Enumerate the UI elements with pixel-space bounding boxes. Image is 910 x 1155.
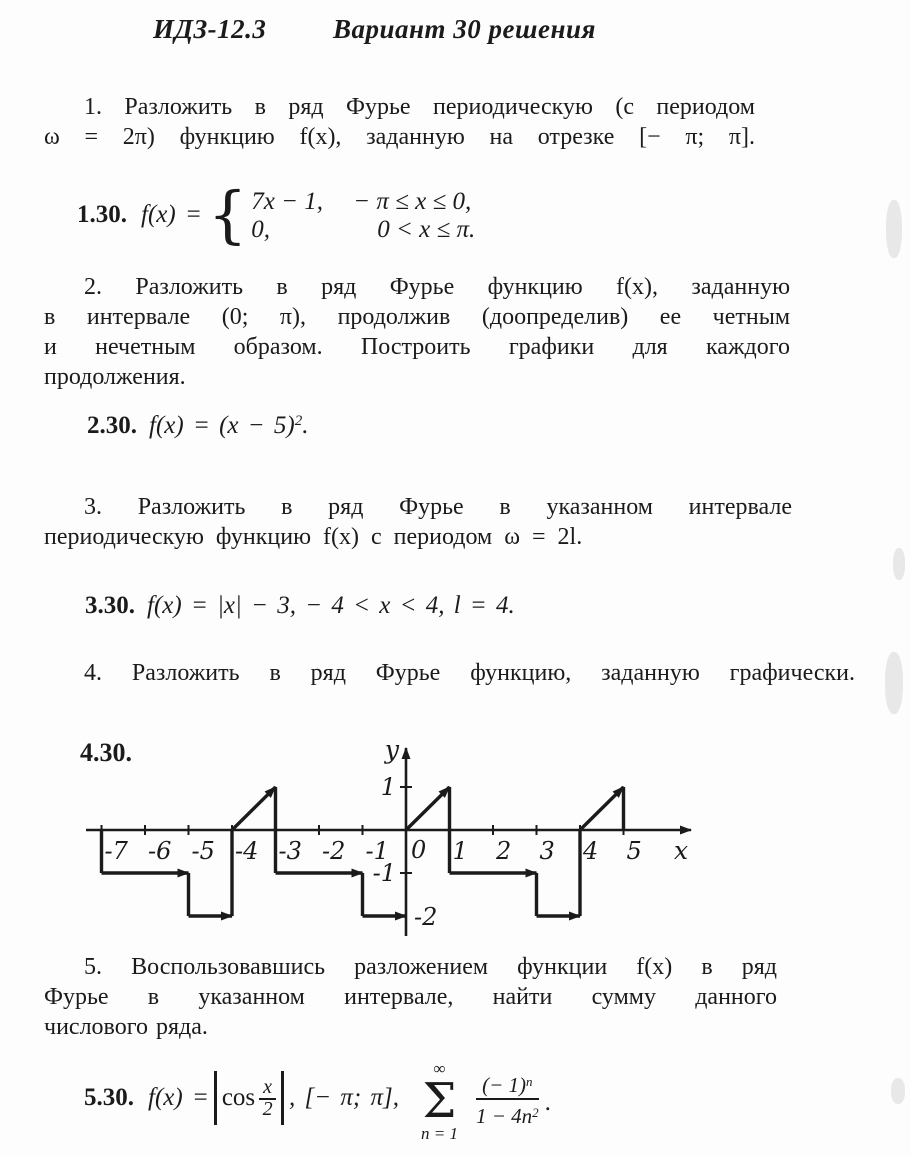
problem-5-line-1: 5. Воспользовавшись разложением функции f(x) в ряд [84,954,777,980]
problem-2-line-4: продолжения. [44,364,186,390]
svg-text:-4: -4 [235,837,259,865]
scan-artifact [891,1078,905,1104]
series-numerator-base: (− 1) [482,1073,527,1097]
formula-5-30-interval: , [− π; π], [289,1084,399,1111]
formula-2-30-body [149,412,308,440]
formula-2-30-exponent: 2 [294,413,303,429]
svg-text:2: 2 [496,837,512,865]
case-1-condition: − π ≤ x ≤ 0, [353,187,472,215]
problem-2-line-2: в интервале (0; π), продолжив (доопределив) ее четным [44,304,790,330]
fraction-numerator: x [259,1078,276,1100]
svg-text:-5: -5 [191,837,215,865]
problem-4-text [44,658,855,688]
scan-artifact [886,200,902,258]
svg-text:1: 1 [452,837,468,865]
formula-1-30-number: 1.30. [77,201,127,228]
title-variant: Вариант 30 решения [333,14,596,44]
formula-2-30-period: . [302,412,309,439]
svg-text:4: 4 [583,837,599,865]
svg-text:1: 1 [380,773,396,801]
svg-text:x: x [673,836,689,865]
formula-2-30 [87,408,308,444]
figure-label: 4.30. [80,738,132,767]
sum-upper-limit: ∞ [433,1059,446,1078]
problem-2-text [44,272,790,392]
problem-2-line-1: 2. Разложить в ряд Фурье функцию f(x), заданную [84,274,790,300]
svg-text:3: 3 [539,837,555,865]
problem-3-line-1: 3. Разложить в ряд Фурье в указанном интервале [84,494,792,520]
svg-text:-3: -3 [278,837,302,865]
case-1-value: 7x − 1, [251,187,323,215]
svg-text:-1: -1 [365,837,389,865]
case-2-value: 0, [251,215,271,243]
sum-lower-limit: n = 1 [420,1124,458,1143]
figure-4-30-graph [60,725,720,950]
sigma-glyph: Σ [422,1073,457,1129]
problem-5-line-2: Фурье в указанном интервале, найти сумму данного [44,984,777,1010]
problem-3-line-2: периодическую функцию f(x) с периодом ω = 2l. [44,524,583,550]
cos-word: cos [221,1084,256,1111]
problem-4-line-1: 4. Разложить в ряд Фурье функцию, заданную графически. [84,660,855,686]
fraction-denominator: 2 [262,1097,273,1120]
scan-artifact [885,652,903,714]
problem-5-text [44,952,777,1042]
problem-3-text [44,492,792,552]
svg-text:-6: -6 [148,837,172,865]
series-term-fraction [476,1071,539,1127]
case-row-1 [251,188,475,215]
abs-bar-right [281,1071,284,1125]
formula-1-30-lhs: f(x) = [141,201,202,228]
svg-text:y: y [384,735,399,764]
problem-1-line-2: ω = 2π) функцию f(x), заданную на отрезке [− π; π]. [44,124,755,150]
abs-bar-left [214,1071,217,1125]
problem-1-text [44,92,755,152]
scan-artifact [893,548,905,580]
formula-5-30-number: 5.30. [84,1084,134,1111]
formula-3-30 [85,588,515,624]
svg-text:-2: -2 [414,903,438,931]
formula-2-30-number: 2.30. [87,412,137,439]
formula-3-30-number: 3.30. [85,592,135,619]
case-2-condition: 0 < x ≤ π. [377,215,476,243]
cases-brace: { [207,178,248,251]
svg-text:-2: -2 [322,837,346,865]
svg-text:-7: -7 [104,837,128,865]
series-denominator [476,1100,539,1127]
title-course-code: ИДЗ-12.3 [153,14,267,44]
formula-5-30-period: . [544,1089,551,1116]
formula-1-30 [77,178,476,251]
svg-text:0: 0 [411,836,427,864]
formula-5-30 [84,1052,551,1144]
formula-5-30-lhs: f(x) = [148,1084,209,1111]
series-numerator-exponent: n [526,1074,533,1089]
case-row-2 [251,216,475,243]
problem-5-line-3: числового ряда. [44,1014,208,1040]
series-numerator [476,1071,538,1100]
series-denominator-exponent: 2 [532,1105,539,1120]
problem-1-line-1: 1. Разложить в ряд Фурье периодическую (с периодом [84,94,755,120]
summation-symbol [420,1059,458,1143]
problem-2-line-3: и нечетным образом. Построить графики для каждого [44,334,790,360]
formula-2-30-base: f(x) = (x − 5) [149,412,295,439]
x-over-2-fraction [259,1075,276,1120]
piecewise-cases [251,188,475,243]
formula-3-30-body: f(x) = |x| − 3, − 4 < x < 4, l = 4. [147,592,515,619]
svg-text:5: 5 [626,837,642,865]
svg-text:-1: -1 [372,859,396,887]
series-denominator-base: 1 − 4n [475,1104,533,1128]
